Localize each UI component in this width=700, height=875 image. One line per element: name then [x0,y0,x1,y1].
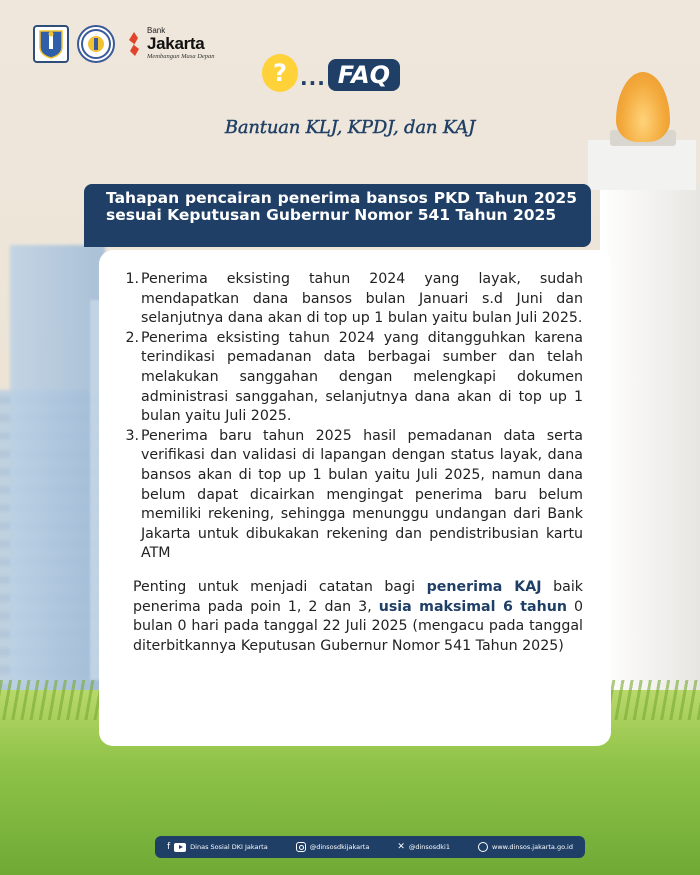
list-number: 3. [125,427,139,444]
instagram-icon [296,842,306,852]
monas-monument [600,185,700,745]
steps-list [123,270,583,564]
x-icon: ✕ [397,841,405,852]
note-text-3: 0 bulan 0 hari pada tanggal 22 Juli 2025 (mengacu pada tanggal diterbitkannya Keputusan Gubernur Nomor 541 Tahun 2025) [133,598,583,654]
footer-instagram[interactable] [296,842,370,852]
bank-tagline: Membangun Masa Depan [147,53,215,61]
list-item [123,427,583,564]
page-subtitle: Bantuan KLJ, KPDJ, dan KAJ [224,117,476,138]
monas-top [588,140,696,190]
dki-jakarta-logo [33,25,69,63]
faq-label: FAQ [328,59,400,91]
question-bubble-icon: ? [262,54,298,92]
logo-row [33,25,215,63]
content-card [99,250,611,746]
list-item [123,270,583,329]
note-bold-2: usia maksimal 6 tahun [378,598,567,615]
bank-jakarta-mark-icon [125,31,143,57]
bank-jakarta-logo [125,27,215,61]
facebook-icon: f [167,841,171,852]
footer-label-3: @dinsosdki1 [408,843,450,851]
footer-website[interactable] [478,842,573,852]
list-number: 1. [125,271,139,287]
globe-icon [478,842,488,852]
note-text-2: baik penerima pada poin 1, 2 dan 3, [133,578,583,615]
list-text: Penerima eksisting tahun 2024 yang layak, sudah mendapatkan dana bansos bulan Januari s.d Juni dan selanjutnya dana akan di top up 1 bulan yaitu bulan Juli 2025. [141,271,583,327]
faq-dots: ... [300,66,326,90]
footer-label-1: Dinas Sosial DKI Jakarta [190,843,268,851]
footer-label-4: www.dinsos.jakarta.go.id [492,843,573,851]
note-text-1: Penting untuk menjadi catatan bagi [133,578,427,595]
footer-x[interactable] [397,843,450,852]
faq-badge [262,54,400,92]
list-number: 2. [125,329,139,346]
important-note [123,578,583,656]
title-text: Tahapan pencairan penerima bansos PKD Tahun 2025 sesuai Keputusan Gubernur Nomor 541 Tahun 2025 [106,189,577,224]
footer-label-2: @dinsosdkijakarta [309,843,370,851]
social-footer [155,836,585,858]
youtube-icon [174,843,186,852]
title-bar [84,184,591,247]
list-text: Penerima baru tahun 2025 hasil pemadanan data serta verifikasi dan validasi di lapangan dengan status layak, dana bansos akan di top up 1 bulan yaitu Juli 2025, namun dana belum dapat dicairkan mengingat penerima baru belum memiliki rekening, sehingga menunggu undangan dari Bank Jakarta untuk dibukakan rekening dan pendistribusian kartu ATM [141,427,583,562]
bank-name: Jakarta [147,34,205,54]
footer-facebook-youtube[interactable] [167,843,268,852]
list-text: Penerima eksisting tahun 2024 yang ditangguhkan karena terindikasi pemadanan data berbagai sumber dan telah melakukan sanggahan dengan melengkapi dokumen administrasi sanggahan, selanjutnya dana akan di top up 1 bulan yaitu Juli 2025. [141,329,583,425]
bank-small-label: Bank [147,26,166,36]
list-item [123,329,583,427]
dinas-sosial-logo [77,25,115,63]
note-bold-1: penerima KAJ [426,578,542,595]
